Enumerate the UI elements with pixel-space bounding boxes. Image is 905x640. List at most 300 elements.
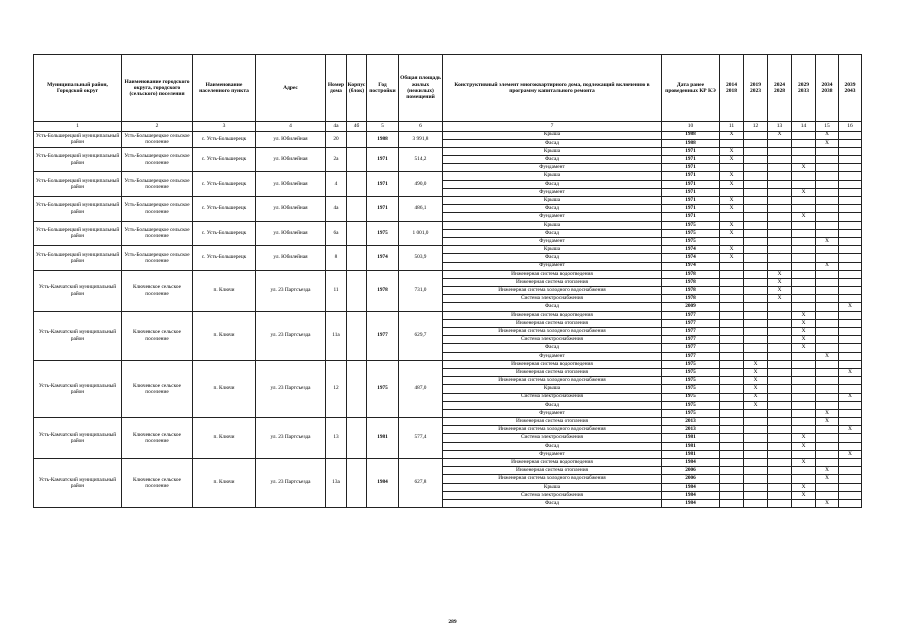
table-row	[34, 147, 862, 155]
district-cell: Усть-Большерецкий муниципальный район	[34, 131, 122, 147]
period-mark-cell	[816, 360, 839, 368]
table-row	[34, 459, 862, 467]
construction-year-cell: 1981	[367, 418, 399, 459]
house-number-cell: 11	[326, 270, 347, 311]
structural-element-cell: Инженерная система отопления	[443, 418, 662, 426]
construction-year-cell: 1977	[367, 311, 399, 360]
construction-year-cell: 1974	[367, 246, 399, 271]
period-mark-cell	[720, 262, 744, 270]
period-mark-cell	[768, 352, 792, 360]
period-mark-cell	[839, 328, 862, 336]
structural-element-cell: Фундамент	[443, 352, 662, 360]
previous-repair-date-cell: 1971	[662, 180, 720, 188]
page-number: 289	[448, 619, 457, 625]
building-block-cell	[347, 221, 367, 246]
previous-repair-date-cell: 1978	[662, 295, 720, 303]
period-mark-cell	[768, 311, 792, 319]
period-mark-cell	[792, 418, 816, 426]
period-mark-cell	[768, 459, 792, 467]
period-mark-cell	[839, 246, 862, 254]
period-mark-cell	[744, 213, 768, 221]
floor-area-cell: 487,0	[399, 360, 443, 417]
settlement-cell: Ключевское сельское поселение	[122, 459, 193, 508]
period-mark-cell	[792, 393, 816, 401]
structural-element-cell: Инженерная система отопления	[443, 319, 662, 327]
header-cell: 2034 2038	[816, 55, 839, 122]
header-cell: 2024 2028	[768, 55, 792, 122]
period-mark-cell	[792, 360, 816, 368]
house-number-cell: 20	[326, 131, 347, 147]
period-mark-cell: X	[744, 385, 768, 393]
structural-element-cell: Фасад	[443, 344, 662, 352]
period-mark-cell	[792, 450, 816, 458]
column-number: 4б	[347, 122, 367, 132]
floor-area-cell: 1 001,0	[399, 221, 443, 246]
previous-repair-date-cell: 1974	[662, 246, 720, 254]
period-mark-cell	[816, 377, 839, 385]
period-mark-cell	[744, 229, 768, 237]
period-mark-cell	[720, 311, 744, 319]
header-cell: 2014 2018	[720, 55, 744, 122]
previous-repair-date-cell: 1971	[662, 197, 720, 205]
district-cell: Усть-Камчатский муниципальный район	[34, 270, 122, 311]
previous-repair-date-cell: 1975	[662, 221, 720, 229]
period-mark-cell	[744, 188, 768, 196]
period-mark-cell	[768, 418, 792, 426]
floor-area-cell: 490,0	[399, 172, 443, 197]
period-mark-cell	[720, 344, 744, 352]
period-mark-cell: X	[839, 426, 862, 434]
column-number: 15	[816, 122, 839, 132]
structural-element-cell: Инженерная система холодного водоснабжения	[443, 377, 662, 385]
header-cell: Наименование населенного пункта	[193, 55, 256, 122]
period-mark-cell	[839, 483, 862, 491]
floor-area-cell: 3 991,8	[399, 131, 443, 147]
period-mark-cell	[816, 311, 839, 319]
period-mark-cell	[744, 246, 768, 254]
period-mark-cell: X	[792, 213, 816, 221]
previous-repair-date-cell: 1981	[662, 450, 720, 458]
previous-repair-date-cell: 1977	[662, 328, 720, 336]
locality-cell: п. Ключи	[193, 459, 256, 508]
previous-repair-date-cell: 1975	[662, 368, 720, 376]
period-mark-cell	[816, 287, 839, 295]
document-page	[33, 54, 861, 508]
header-cell: Наименование городского округа, городского (сельского) поселения	[122, 55, 193, 122]
period-mark-cell	[720, 385, 744, 393]
settlement-cell: Усть-Большерецкое сельское поселение	[122, 131, 193, 147]
period-mark-cell	[744, 450, 768, 458]
period-mark-cell	[792, 467, 816, 475]
header-cell: Адрес	[256, 55, 326, 122]
previous-repair-date-cell: 1975	[662, 393, 720, 401]
structural-element-cell: Фундамент	[443, 237, 662, 245]
header-row	[34, 55, 862, 122]
previous-repair-date-cell: 1984	[662, 459, 720, 467]
previous-repair-date-cell: 1984	[662, 499, 720, 507]
street-cell: ул. 23 Партсъезда	[256, 311, 326, 360]
column-number: 4а	[326, 122, 347, 132]
period-mark-cell	[816, 197, 839, 205]
previous-repair-date-cell: 2006	[662, 475, 720, 483]
settlement-cell: Усть-Большерецкое сельское поселение	[122, 147, 193, 172]
house-number-cell: 12	[326, 360, 347, 417]
period-mark-cell	[744, 467, 768, 475]
previous-repair-date-cell: 1975	[662, 401, 720, 409]
period-mark-cell	[768, 188, 792, 196]
period-mark-cell	[792, 278, 816, 286]
table-row	[34, 221, 862, 229]
period-mark-cell	[744, 459, 768, 467]
header-cell: Дата ранее проведенных КР КЭ	[662, 55, 720, 122]
period-mark-cell: X	[768, 287, 792, 295]
period-mark-cell	[792, 262, 816, 270]
period-mark-cell	[768, 180, 792, 188]
building-block-cell	[347, 246, 367, 271]
construction-year-cell: 1971	[367, 147, 399, 172]
column-number: 2	[122, 122, 193, 132]
period-mark-cell	[744, 442, 768, 450]
locality-cell: п. Ключи	[193, 311, 256, 360]
previous-repair-date-cell: 1988	[662, 139, 720, 147]
period-mark-cell: X	[816, 409, 839, 417]
column-number: 6	[399, 122, 443, 132]
period-mark-cell	[720, 426, 744, 434]
period-mark-cell	[839, 295, 862, 303]
period-mark-cell	[839, 147, 862, 155]
period-mark-cell	[816, 491, 839, 499]
structural-element-cell: Фасад	[443, 139, 662, 147]
table-row	[34, 311, 862, 319]
header-cell: Общая площадь жилых (нежилых) помещений	[399, 55, 443, 122]
period-mark-cell	[792, 246, 816, 254]
header-cell: Номер дома	[326, 55, 347, 122]
period-mark-cell	[720, 475, 744, 483]
period-mark-cell: X	[792, 311, 816, 319]
structural-element-cell: Система электроснабжения	[443, 295, 662, 303]
period-mark-cell	[816, 147, 839, 155]
column-number: 1	[34, 122, 122, 132]
period-mark-cell	[744, 262, 768, 270]
previous-repair-date-cell: 1971	[662, 164, 720, 172]
structural-element-cell: Крыша	[443, 147, 662, 155]
previous-repair-date-cell: 1977	[662, 311, 720, 319]
period-mark-cell	[768, 434, 792, 442]
locality-cell: с. Усть-Большерецк	[193, 131, 256, 147]
period-mark-cell: X	[768, 131, 792, 139]
previous-repair-date-cell: 1971	[662, 156, 720, 164]
column-number: 7	[443, 122, 662, 132]
period-mark-cell: X	[839, 303, 862, 311]
table-row	[34, 131, 862, 139]
period-mark-cell	[744, 344, 768, 352]
structural-element-cell: Инженерная система водоотведения	[443, 459, 662, 467]
floor-area-cell: 627,8	[399, 459, 443, 508]
structural-element-cell: Инженерная система водоотведения	[443, 360, 662, 368]
period-mark-cell	[744, 434, 768, 442]
period-mark-cell	[720, 188, 744, 196]
column-number: 14	[792, 122, 816, 132]
floor-area-cell: 514,2	[399, 147, 443, 172]
locality-cell: п. Ключи	[193, 270, 256, 311]
period-mark-cell	[792, 409, 816, 417]
period-mark-cell	[816, 434, 839, 442]
period-mark-cell	[792, 254, 816, 262]
period-mark-cell	[744, 303, 768, 311]
period-mark-cell	[816, 164, 839, 172]
table-row	[34, 246, 862, 254]
structural-element-cell: Крыша	[443, 197, 662, 205]
locality-cell: п. Ключи	[193, 360, 256, 417]
building-block-cell	[347, 131, 367, 147]
period-mark-cell	[744, 164, 768, 172]
period-mark-cell: X	[816, 139, 839, 147]
previous-repair-date-cell: 1971	[662, 188, 720, 196]
period-mark-cell: X	[744, 401, 768, 409]
floor-area-cell: 629,7	[399, 311, 443, 360]
period-mark-cell: X	[839, 393, 862, 401]
period-mark-cell	[744, 295, 768, 303]
period-mark-cell	[744, 254, 768, 262]
previous-repair-date-cell: 1974	[662, 262, 720, 270]
period-mark-cell	[720, 418, 744, 426]
period-mark-cell	[720, 352, 744, 360]
building-block-cell	[347, 197, 367, 222]
period-mark-cell	[839, 385, 862, 393]
period-mark-cell	[720, 467, 744, 475]
structural-element-cell: Крыша	[443, 385, 662, 393]
structural-element-cell: Система электроснабжения	[443, 491, 662, 499]
period-mark-cell: X	[816, 352, 839, 360]
building-block-cell	[347, 147, 367, 172]
house-number-cell: 2а	[326, 147, 347, 172]
previous-repair-date-cell: 1984	[662, 491, 720, 499]
period-mark-cell	[744, 156, 768, 164]
period-mark-cell: X	[816, 467, 839, 475]
period-mark-cell: X	[792, 491, 816, 499]
period-mark-cell	[720, 483, 744, 491]
header-cell: Корпус (блок)	[347, 55, 367, 122]
period-mark-cell	[744, 237, 768, 245]
header-cell: 2019 2023	[744, 55, 768, 122]
period-mark-cell	[768, 205, 792, 213]
period-mark-cell: X	[720, 221, 744, 229]
structural-element-cell: Фундамент	[443, 213, 662, 221]
period-mark-cell	[839, 442, 862, 450]
column-number: 3	[193, 122, 256, 132]
construction-year-cell: 1984	[367, 459, 399, 508]
period-mark-cell	[839, 164, 862, 172]
structural-element-cell: Крыша	[443, 483, 662, 491]
period-mark-cell	[792, 287, 816, 295]
period-mark-cell	[768, 385, 792, 393]
period-mark-cell: X	[744, 368, 768, 376]
table-row	[34, 360, 862, 368]
period-mark-cell: X	[744, 377, 768, 385]
period-mark-cell	[744, 221, 768, 229]
period-mark-cell	[768, 221, 792, 229]
period-mark-cell	[768, 147, 792, 155]
previous-repair-date-cell: 1977	[662, 319, 720, 327]
period-mark-cell	[792, 385, 816, 393]
period-mark-cell: X	[816, 499, 839, 507]
period-mark-cell: X	[816, 418, 839, 426]
structural-element-cell: Инженерная система водоотведения	[443, 270, 662, 278]
period-mark-cell	[816, 188, 839, 196]
district-cell: Усть-Большерецкий муниципальный район	[34, 172, 122, 197]
house-number-cell: 13а	[326, 459, 347, 508]
period-mark-cell	[792, 197, 816, 205]
structural-element-cell: Крыша	[443, 246, 662, 254]
period-mark-cell	[839, 188, 862, 196]
period-mark-cell	[744, 491, 768, 499]
period-mark-cell	[816, 156, 839, 164]
period-mark-cell	[839, 467, 862, 475]
period-mark-cell	[792, 499, 816, 507]
period-mark-cell: X	[792, 319, 816, 327]
period-mark-cell	[816, 401, 839, 409]
construction-year-cell: 1988	[367, 131, 399, 147]
period-mark-cell	[816, 368, 839, 376]
street-cell: ул. Юбилейная	[256, 131, 326, 147]
settlement-cell: Усть-Большерецкое сельское поселение	[122, 246, 193, 271]
period-mark-cell	[768, 442, 792, 450]
period-mark-cell	[839, 197, 862, 205]
period-mark-cell	[744, 139, 768, 147]
locality-cell: с. Усть-Большерецк	[193, 246, 256, 271]
structural-element-cell: Фасад	[443, 205, 662, 213]
period-mark-cell	[816, 180, 839, 188]
period-mark-cell	[839, 270, 862, 278]
period-mark-cell	[720, 270, 744, 278]
period-mark-cell	[720, 459, 744, 467]
period-mark-cell	[768, 377, 792, 385]
building-block-cell	[347, 311, 367, 360]
period-mark-cell	[816, 205, 839, 213]
structural-element-cell: Крыша	[443, 131, 662, 139]
column-number: 11	[720, 122, 744, 132]
period-mark-cell: X	[720, 254, 744, 262]
column-number: 13	[768, 122, 792, 132]
previous-repair-date-cell: 1978	[662, 287, 720, 295]
previous-repair-date-cell: 1971	[662, 205, 720, 213]
period-mark-cell	[816, 483, 839, 491]
previous-repair-date-cell: 1977	[662, 336, 720, 344]
building-block-cell	[347, 418, 367, 459]
period-mark-cell	[720, 368, 744, 376]
period-mark-cell	[839, 311, 862, 319]
period-mark-cell	[720, 319, 744, 327]
period-mark-cell	[720, 450, 744, 458]
column-number: 4	[256, 122, 326, 132]
period-mark-cell	[768, 156, 792, 164]
house-number-cell: 4	[326, 172, 347, 197]
period-mark-cell	[744, 270, 768, 278]
previous-repair-date-cell: 2013	[662, 418, 720, 426]
period-mark-cell	[768, 197, 792, 205]
previous-repair-date-cell: 1975	[662, 377, 720, 385]
structural-element-cell: Фасад	[443, 401, 662, 409]
house-number-cell: 6а	[326, 221, 347, 246]
period-mark-cell	[839, 131, 862, 139]
settlement-cell: Усть-Большерецкое сельское поселение	[122, 172, 193, 197]
locality-cell: с. Усть-Большерецк	[193, 172, 256, 197]
period-mark-cell	[744, 475, 768, 483]
locality-cell: п. Ключи	[193, 418, 256, 459]
period-mark-cell: X	[839, 368, 862, 376]
period-mark-cell	[839, 352, 862, 360]
header-cell: Муниципальный район, Городской округ	[34, 55, 122, 122]
floor-area-cell: 731,0	[399, 270, 443, 311]
period-mark-cell	[768, 303, 792, 311]
period-mark-cell	[768, 336, 792, 344]
period-mark-cell	[839, 499, 862, 507]
period-mark-cell	[768, 426, 792, 434]
period-mark-cell	[744, 499, 768, 507]
period-mark-cell: X	[768, 295, 792, 303]
previous-repair-date-cell: 1981	[662, 442, 720, 450]
period-mark-cell	[792, 401, 816, 409]
structural-element-cell: Фасад	[443, 229, 662, 237]
period-mark-cell	[720, 401, 744, 409]
period-mark-cell	[720, 278, 744, 286]
settlement-cell: Ключевское сельское поселение	[122, 360, 193, 417]
period-mark-cell	[792, 377, 816, 385]
period-mark-cell	[720, 139, 744, 147]
previous-repair-date-cell: 1975	[662, 360, 720, 368]
locality-cell: с. Усть-Большерецк	[193, 197, 256, 222]
structural-element-cell: Система электроснабжения	[443, 434, 662, 442]
structural-element-cell: Крыша	[443, 221, 662, 229]
period-mark-cell	[792, 426, 816, 434]
column-number-row	[34, 122, 862, 132]
settlement-cell: Усть-Большерецкое сельское поселение	[122, 221, 193, 246]
previous-repair-date-cell: 2006	[662, 467, 720, 475]
period-mark-cell	[720, 328, 744, 336]
period-mark-cell: X	[792, 164, 816, 172]
period-mark-cell: X	[792, 188, 816, 196]
house-number-cell: 8	[326, 246, 347, 271]
header-cell: Конструктивный элемент многоквартирного дома, подлежащий включению в программу капитального ремонта	[443, 55, 662, 122]
construction-year-cell: 1971	[367, 172, 399, 197]
period-mark-cell	[720, 442, 744, 450]
period-mark-cell	[839, 459, 862, 467]
period-mark-cell: X	[792, 344, 816, 352]
period-mark-cell	[720, 491, 744, 499]
period-mark-cell: X	[720, 172, 744, 180]
period-mark-cell	[744, 328, 768, 336]
period-mark-cell: X	[792, 442, 816, 450]
period-mark-cell	[839, 139, 862, 147]
previous-repair-date-cell: 1971	[662, 147, 720, 155]
construction-year-cell: 1975	[367, 360, 399, 417]
period-mark-cell	[792, 205, 816, 213]
period-mark-cell	[744, 418, 768, 426]
previous-repair-date-cell: 1975	[662, 385, 720, 393]
period-mark-cell	[768, 475, 792, 483]
structural-element-cell: Фасад	[443, 442, 662, 450]
building-block-cell	[347, 459, 367, 508]
period-mark-cell	[816, 221, 839, 229]
street-cell: ул. Юбилейная	[256, 172, 326, 197]
period-mark-cell	[816, 426, 839, 434]
period-mark-cell	[816, 385, 839, 393]
period-mark-cell: X	[816, 475, 839, 483]
period-mark-cell	[768, 450, 792, 458]
header-cell: 2029 2033	[792, 55, 816, 122]
street-cell: ул. Юбилейная	[256, 221, 326, 246]
period-mark-cell	[720, 303, 744, 311]
